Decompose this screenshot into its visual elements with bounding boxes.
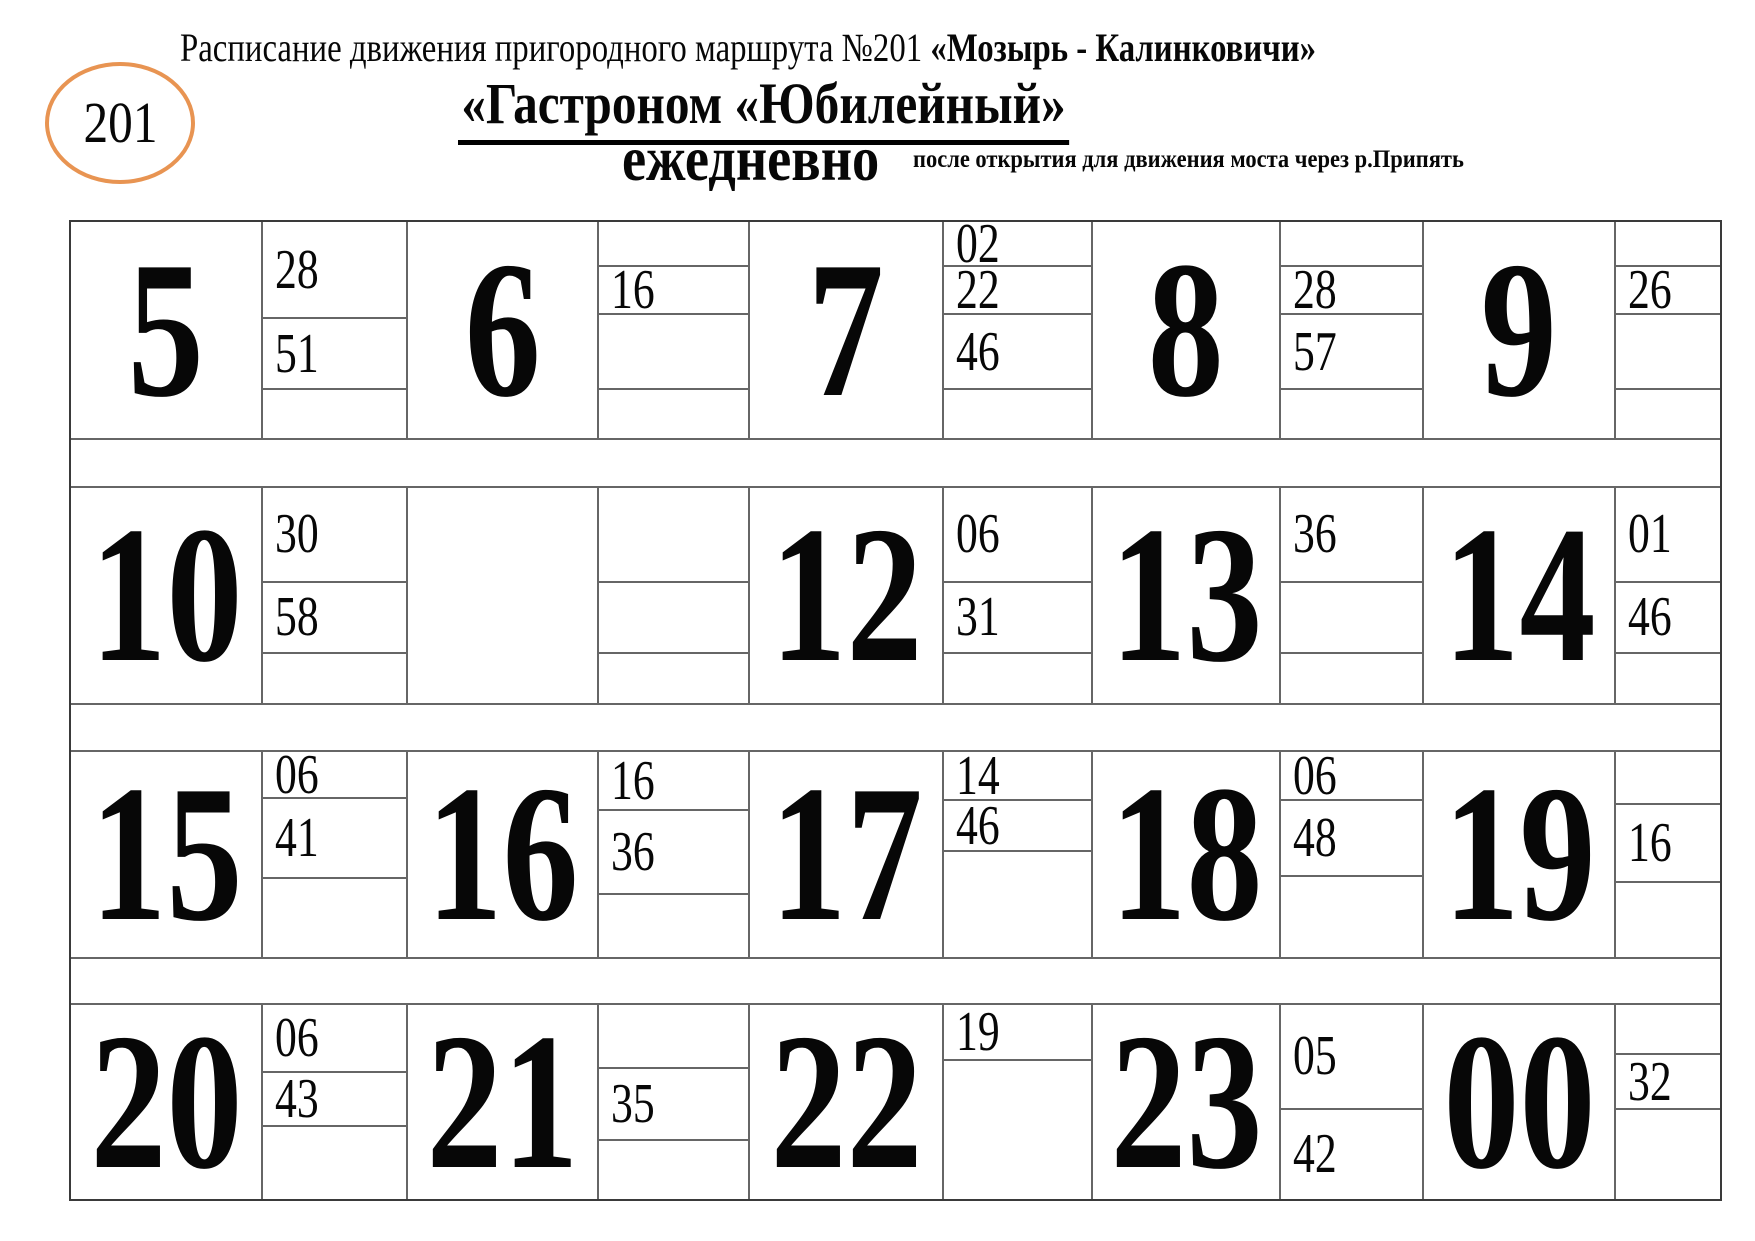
hour-cell — [1093, 752, 1279, 957]
minute-value: 26 — [1628, 267, 1672, 315]
hour-number: 21 — [426, 1005, 579, 1199]
hour-cell — [750, 488, 942, 703]
hour-group — [750, 1005, 1093, 1199]
minute-value: 57 — [1293, 320, 1337, 383]
hour-group — [408, 1005, 750, 1199]
minute-cell — [1616, 654, 1720, 703]
minute-value: 06 — [956, 503, 1000, 566]
minute-value: 43 — [275, 1072, 319, 1128]
minute-value: 46 — [956, 320, 1000, 383]
hour-group — [750, 752, 1093, 957]
hour-number: 18 — [1109, 752, 1263, 957]
minute-cell — [599, 1141, 748, 1199]
minute-cell — [1281, 752, 1422, 801]
minute-cell — [599, 752, 748, 811]
minute-cell — [599, 267, 748, 315]
hour-number: 7 — [807, 222, 885, 438]
bridge-note: после открытия для движения моста через р.Припять — [913, 146, 1464, 173]
minute-cell — [263, 390, 406, 438]
minute-cell — [263, 799, 406, 879]
hour-cell — [750, 752, 942, 957]
hour-number: 6 — [464, 222, 541, 438]
minute-cell — [944, 654, 1091, 703]
hour-group — [408, 752, 750, 957]
hour-cell — [1093, 222, 1279, 438]
minutes-column — [942, 222, 1091, 438]
hour-number: 17 — [769, 752, 923, 957]
minute-cell — [1616, 883, 1720, 957]
minute-value: 42 — [1293, 1123, 1337, 1186]
minute-value: 16 — [1628, 812, 1672, 875]
hour-number: 13 — [1109, 488, 1263, 703]
hour-cell — [71, 1005, 261, 1199]
minutes-column — [261, 222, 406, 438]
minute-cell — [1281, 488, 1422, 583]
minute-value: 48 — [1293, 807, 1337, 870]
minute-cell — [1281, 267, 1422, 315]
minute-value: 05 — [1293, 1025, 1337, 1088]
minute-value: 02 — [956, 222, 1000, 268]
minute-cell — [1281, 390, 1422, 438]
minute-cell — [263, 222, 406, 319]
minute-cell — [1281, 583, 1422, 654]
minute-value: 06 — [275, 1006, 319, 1069]
schedule-band — [71, 1005, 1720, 1199]
minute-value: 28 — [1293, 267, 1337, 315]
minute-cell — [599, 1069, 748, 1141]
minute-value: 19 — [956, 1005, 1000, 1062]
hour-cell — [750, 222, 942, 438]
band-separator — [71, 957, 1720, 1005]
minutes-column — [597, 222, 748, 438]
hour-group — [1424, 752, 1720, 957]
minutes-column — [1614, 752, 1720, 957]
minutes-column — [1614, 1005, 1720, 1199]
minute-cell — [1616, 267, 1720, 315]
hour-group — [71, 1005, 408, 1199]
minute-cell — [944, 583, 1091, 654]
hour-group — [71, 488, 408, 703]
minutes-column — [597, 488, 748, 703]
hour-cell — [71, 488, 261, 703]
minute-value: 51 — [275, 322, 319, 385]
hour-group — [1093, 222, 1424, 438]
hour-number: 5 — [127, 222, 205, 438]
hour-group — [1093, 1005, 1424, 1199]
minutes-column — [1614, 488, 1720, 703]
minute-value: 06 — [1293, 752, 1337, 802]
hour-cell — [408, 222, 597, 438]
hour-number: 15 — [89, 752, 243, 957]
hour-number: 19 — [1442, 752, 1596, 957]
minute-value: 46 — [1628, 586, 1672, 649]
hour-cell — [1424, 488, 1614, 703]
hour-number: 16 — [426, 752, 579, 957]
title-prefix: Расписание движения пригородного маршрута №201 — [180, 25, 931, 70]
minute-cell — [944, 752, 1091, 801]
minute-cell — [1281, 654, 1422, 703]
band-separator — [71, 703, 1720, 752]
minute-value: 06 — [275, 752, 319, 800]
minute-cell — [263, 654, 406, 703]
minute-cell — [1281, 222, 1422, 267]
hour-cell — [750, 1005, 942, 1199]
timetable — [69, 220, 1722, 1201]
minutes-column — [261, 752, 406, 957]
hour-group — [1093, 488, 1424, 703]
band-separator — [71, 438, 1720, 488]
hour-number: 22 — [769, 1005, 923, 1199]
minutes-column — [942, 1005, 1091, 1199]
minutes-column — [597, 752, 748, 957]
minute-cell — [944, 1005, 1091, 1061]
hour-number: 20 — [89, 1005, 243, 1199]
minute-cell — [263, 319, 406, 390]
minute-value: 36 — [611, 821, 655, 884]
hour-cell — [1093, 488, 1279, 703]
minute-cell — [1281, 1110, 1422, 1199]
schedule-band — [71, 752, 1720, 957]
minute-cell — [599, 315, 748, 391]
minute-value: 28 — [275, 238, 319, 301]
minute-cell — [944, 315, 1091, 391]
minute-cell — [1616, 222, 1720, 267]
minute-cell — [1281, 1005, 1422, 1110]
minute-cell — [1281, 801, 1422, 877]
minute-cell — [1616, 1055, 1720, 1109]
hour-cell — [1424, 752, 1614, 957]
minute-cell — [944, 852, 1091, 957]
minute-cell — [263, 1127, 406, 1199]
minutes-column — [1614, 222, 1720, 438]
minute-cell — [599, 583, 748, 654]
hour-cell — [1424, 1005, 1614, 1199]
minute-cell — [599, 654, 748, 703]
minutes-column — [1279, 752, 1422, 957]
hour-group — [408, 222, 750, 438]
hour-group — [1093, 752, 1424, 957]
hour-cell — [408, 488, 597, 703]
minute-cell — [1616, 752, 1720, 805]
hour-group — [1424, 1005, 1720, 1199]
minute-value: 14 — [956, 752, 1000, 802]
hour-number: 00 — [1442, 1005, 1596, 1199]
minute-cell — [944, 222, 1091, 267]
hour-cell — [408, 752, 597, 957]
minute-value: 30 — [275, 503, 319, 566]
hour-number: 10 — [89, 488, 243, 703]
hour-group — [750, 222, 1093, 438]
minute-cell — [263, 1073, 406, 1127]
minute-cell — [944, 488, 1091, 583]
minutes-column — [261, 1005, 406, 1199]
minute-cell — [944, 390, 1091, 438]
hour-cell — [408, 1005, 597, 1199]
minutes-column — [942, 488, 1091, 703]
minute-cell — [944, 801, 1091, 852]
frequency-label: ежедневно — [622, 123, 880, 194]
minute-value: 35 — [611, 1072, 655, 1135]
minute-value: 16 — [611, 752, 655, 812]
hour-cell — [1424, 222, 1614, 438]
minute-cell — [599, 811, 748, 895]
minute-cell — [1616, 1110, 1720, 1199]
minute-cell — [1281, 877, 1422, 957]
minute-cell — [599, 222, 748, 267]
minute-value: 32 — [1628, 1055, 1672, 1110]
minute-cell — [599, 488, 748, 583]
minutes-column — [942, 752, 1091, 957]
minutes-column — [1279, 1005, 1422, 1199]
hour-number: 12 — [769, 488, 923, 703]
stop-name: «Гастроном «Юбилейный» — [458, 70, 1069, 145]
minute-cell — [1281, 315, 1422, 391]
hour-number: 9 — [1480, 222, 1558, 438]
minute-cell — [1616, 315, 1720, 391]
minute-cell — [263, 488, 406, 583]
hour-number: 23 — [1109, 1005, 1263, 1199]
schedule-band — [71, 222, 1720, 438]
minute-cell — [599, 390, 748, 438]
hour-group — [1424, 488, 1720, 703]
hour-cell — [1093, 1005, 1279, 1199]
title-route: «Мозырь - Калинковичи» — [930, 25, 1317, 70]
minute-value: 16 — [611, 267, 655, 315]
route-badge — [45, 62, 195, 184]
minute-cell — [1616, 488, 1720, 583]
minute-cell — [599, 895, 748, 957]
minute-value: 46 — [956, 801, 1000, 853]
minute-cell — [1616, 583, 1720, 654]
hour-number: 14 — [1442, 488, 1596, 703]
hour-cell — [71, 752, 261, 957]
minute-value: 36 — [1293, 503, 1337, 566]
minute-value: 22 — [956, 267, 1000, 315]
page-title — [180, 24, 1316, 71]
hour-group — [71, 752, 408, 957]
minutes-column — [1279, 488, 1422, 703]
minute-cell — [599, 1005, 748, 1069]
hour-group — [1424, 222, 1720, 438]
minute-cell — [1616, 805, 1720, 883]
hour-group — [408, 488, 750, 703]
minute-cell — [263, 752, 406, 799]
minutes-column — [261, 488, 406, 703]
minute-cell — [263, 1005, 406, 1073]
minutes-column — [597, 1005, 748, 1199]
minute-cell — [944, 1061, 1091, 1199]
minute-cell — [944, 267, 1091, 315]
minute-cell — [263, 583, 406, 654]
minute-value: 58 — [275, 586, 319, 649]
route-number: 201 — [83, 90, 157, 155]
hour-group — [750, 488, 1093, 703]
minute-value: 01 — [1628, 503, 1672, 566]
hour-group — [71, 222, 408, 438]
minute-cell — [1616, 390, 1720, 438]
hour-cell — [71, 222, 261, 438]
minute-value: 31 — [956, 586, 1000, 649]
minutes-column — [1279, 222, 1422, 438]
schedule-band — [71, 488, 1720, 703]
minute-value: 41 — [275, 807, 319, 870]
minute-cell — [263, 879, 406, 957]
hour-number: 8 — [1147, 222, 1225, 438]
minute-cell — [1616, 1005, 1720, 1055]
